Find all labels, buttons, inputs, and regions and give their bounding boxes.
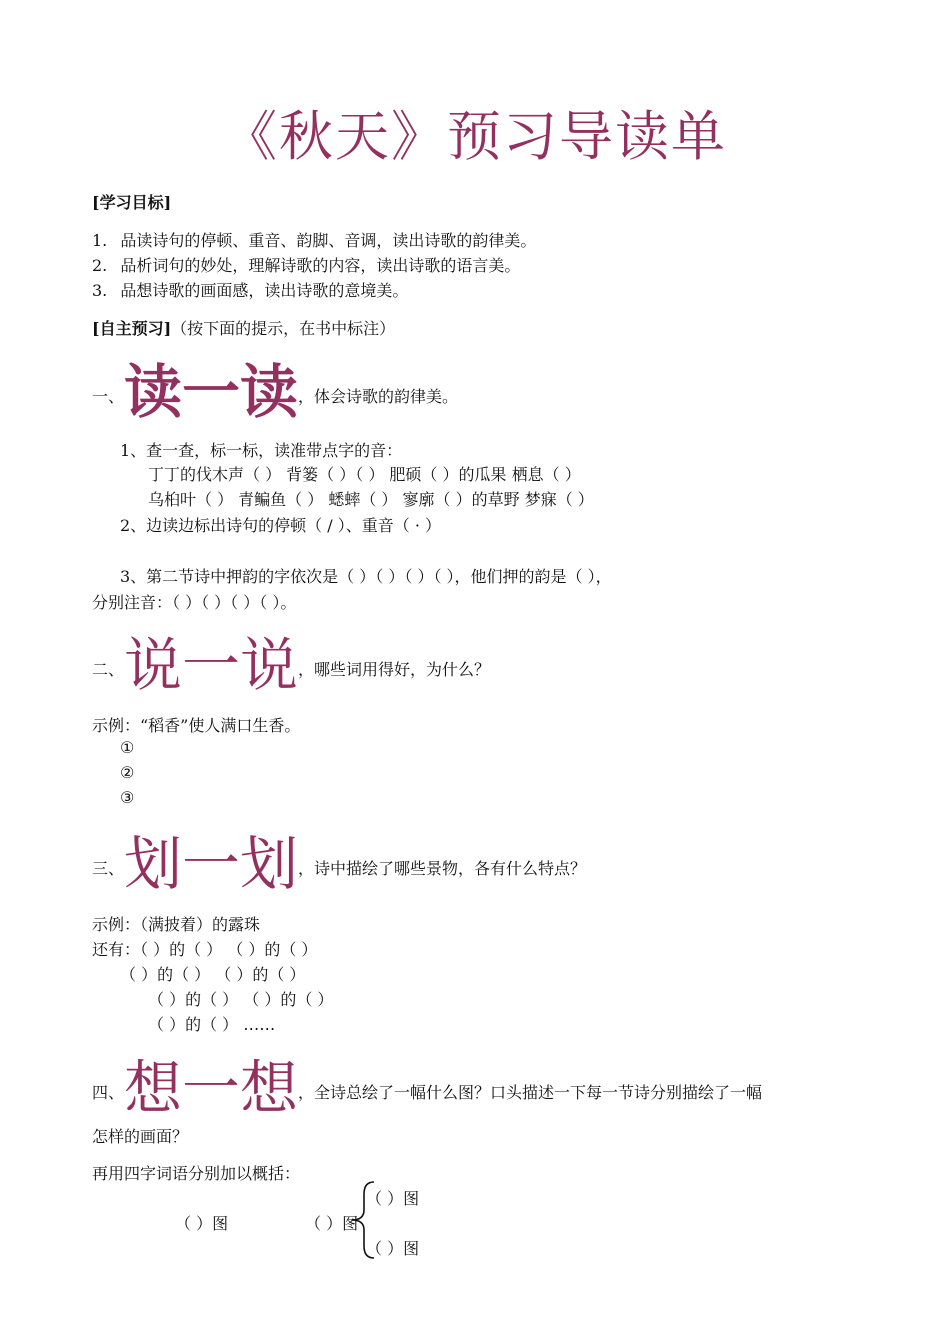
- section-keyword: 说一说: [124, 631, 299, 699]
- answer-mark-2: ②: [120, 763, 135, 782]
- goal-item-3: [92, 278, 408, 301]
- section-num: 四、: [92, 1083, 125, 1102]
- section-keyword: 想一想: [124, 1054, 299, 1122]
- goals-heading: [学习目标]: [92, 193, 172, 212]
- section-2-heading: [92, 631, 491, 699]
- section-keyword: 读一读: [124, 358, 299, 426]
- section-prompt: ，体会诗歌的韵律美。: [298, 387, 459, 406]
- section-num: 一、: [92, 387, 125, 406]
- pinyin-row-2: 乌桕叶（ ） 青鳊鱼（ ） 蟋蟀（ ） 寥廓（ ）的草野 梦寐（ ）: [148, 490, 594, 509]
- goal-num: 3.: [92, 281, 108, 300]
- blank-line-3: （ ）的（ ） （ ）的（ ）: [148, 990, 334, 1009]
- example-3: 示例：（满披着）的露珠: [92, 915, 261, 934]
- goal-num: 2.: [92, 256, 108, 275]
- sub-picture-blank-1: （ ）图: [305, 1214, 359, 1233]
- sub-picture-blank-2: （ ）图: [366, 1189, 420, 1208]
- blank-line-4: （ ）的（ ） ……: [148, 1015, 276, 1034]
- question-1-1: 1、查一查，标一标，读准带点字的音：: [120, 441, 403, 460]
- goal-text: 品读诗句的停顿、重音、韵脚、音调，读出诗歌的韵律美。: [120, 231, 537, 250]
- goal-item-1: [92, 228, 536, 251]
- question-1-3-cont: 分别注音：（ ）（ ）（ ）（ ）。: [92, 593, 297, 612]
- goal-num: 1.: [92, 231, 108, 250]
- main-picture-blank: （ ）图: [175, 1214, 229, 1233]
- goal-text: 品想诗歌的画面感，读出诗歌的意境美。: [120, 281, 409, 300]
- section-prompt: ，哪些词用得好，为什么？: [298, 660, 491, 679]
- pinyin-row-1: 丁丁的伐木声（ ） 背篓（ ）（ ） 肥硕（ ）的瓜果 栖息（ ）: [148, 465, 581, 484]
- question-1-2: 2、边读边标出诗句的停顿（ / ）、重音（ · ）: [120, 516, 442, 535]
- section-num: 三、: [92, 859, 125, 878]
- section-prompt: ，诗中描绘了哪些景物，各有什么特点？: [298, 859, 587, 878]
- preview-heading-line: [92, 316, 395, 339]
- preview-note: （按下面的提示，在书中标注）: [171, 319, 396, 338]
- sub-picture-blank-3: （ ）图: [366, 1239, 420, 1258]
- goal-text: 品析词句的妙处，理解诗歌的内容，读出诗歌的语言美。: [120, 256, 521, 275]
- section-4-prompt-cont: 怎样的画面？: [92, 1127, 189, 1146]
- section-num: 二、: [92, 660, 125, 679]
- preview-heading: [自主预习]: [92, 319, 172, 338]
- question-1-3: 3、第二节诗中押韵的字依次是（ ）（ ）（ ）（ ），他们押的韵是（ ），: [120, 567, 612, 586]
- answer-mark-3: ③: [120, 788, 135, 807]
- section-4-heading: [92, 1054, 763, 1122]
- page-title: 《秋天》预习导读单: [223, 105, 727, 168]
- section-3-heading: [92, 830, 587, 898]
- blank-line-1: 还有：（ ）的（ ） （ ）的（ ）: [92, 940, 318, 959]
- example-2: 示例：“稻香”使人满口生香。: [92, 716, 301, 735]
- answer-mark-1: ①: [120, 738, 135, 757]
- section-keyword: 划一划: [124, 830, 299, 898]
- section-prompt: ，全诗总绘了一幅什么图？口头描述一下每一节诗分别描绘了一幅: [298, 1083, 763, 1102]
- blank-line-2: （ ）的（ ） （ ）的（ ）: [120, 965, 306, 984]
- section-1-heading: [92, 358, 459, 426]
- goal-item-2: [92, 253, 520, 276]
- summary-instruction: 再用四字词语分别加以概括：: [92, 1164, 301, 1183]
